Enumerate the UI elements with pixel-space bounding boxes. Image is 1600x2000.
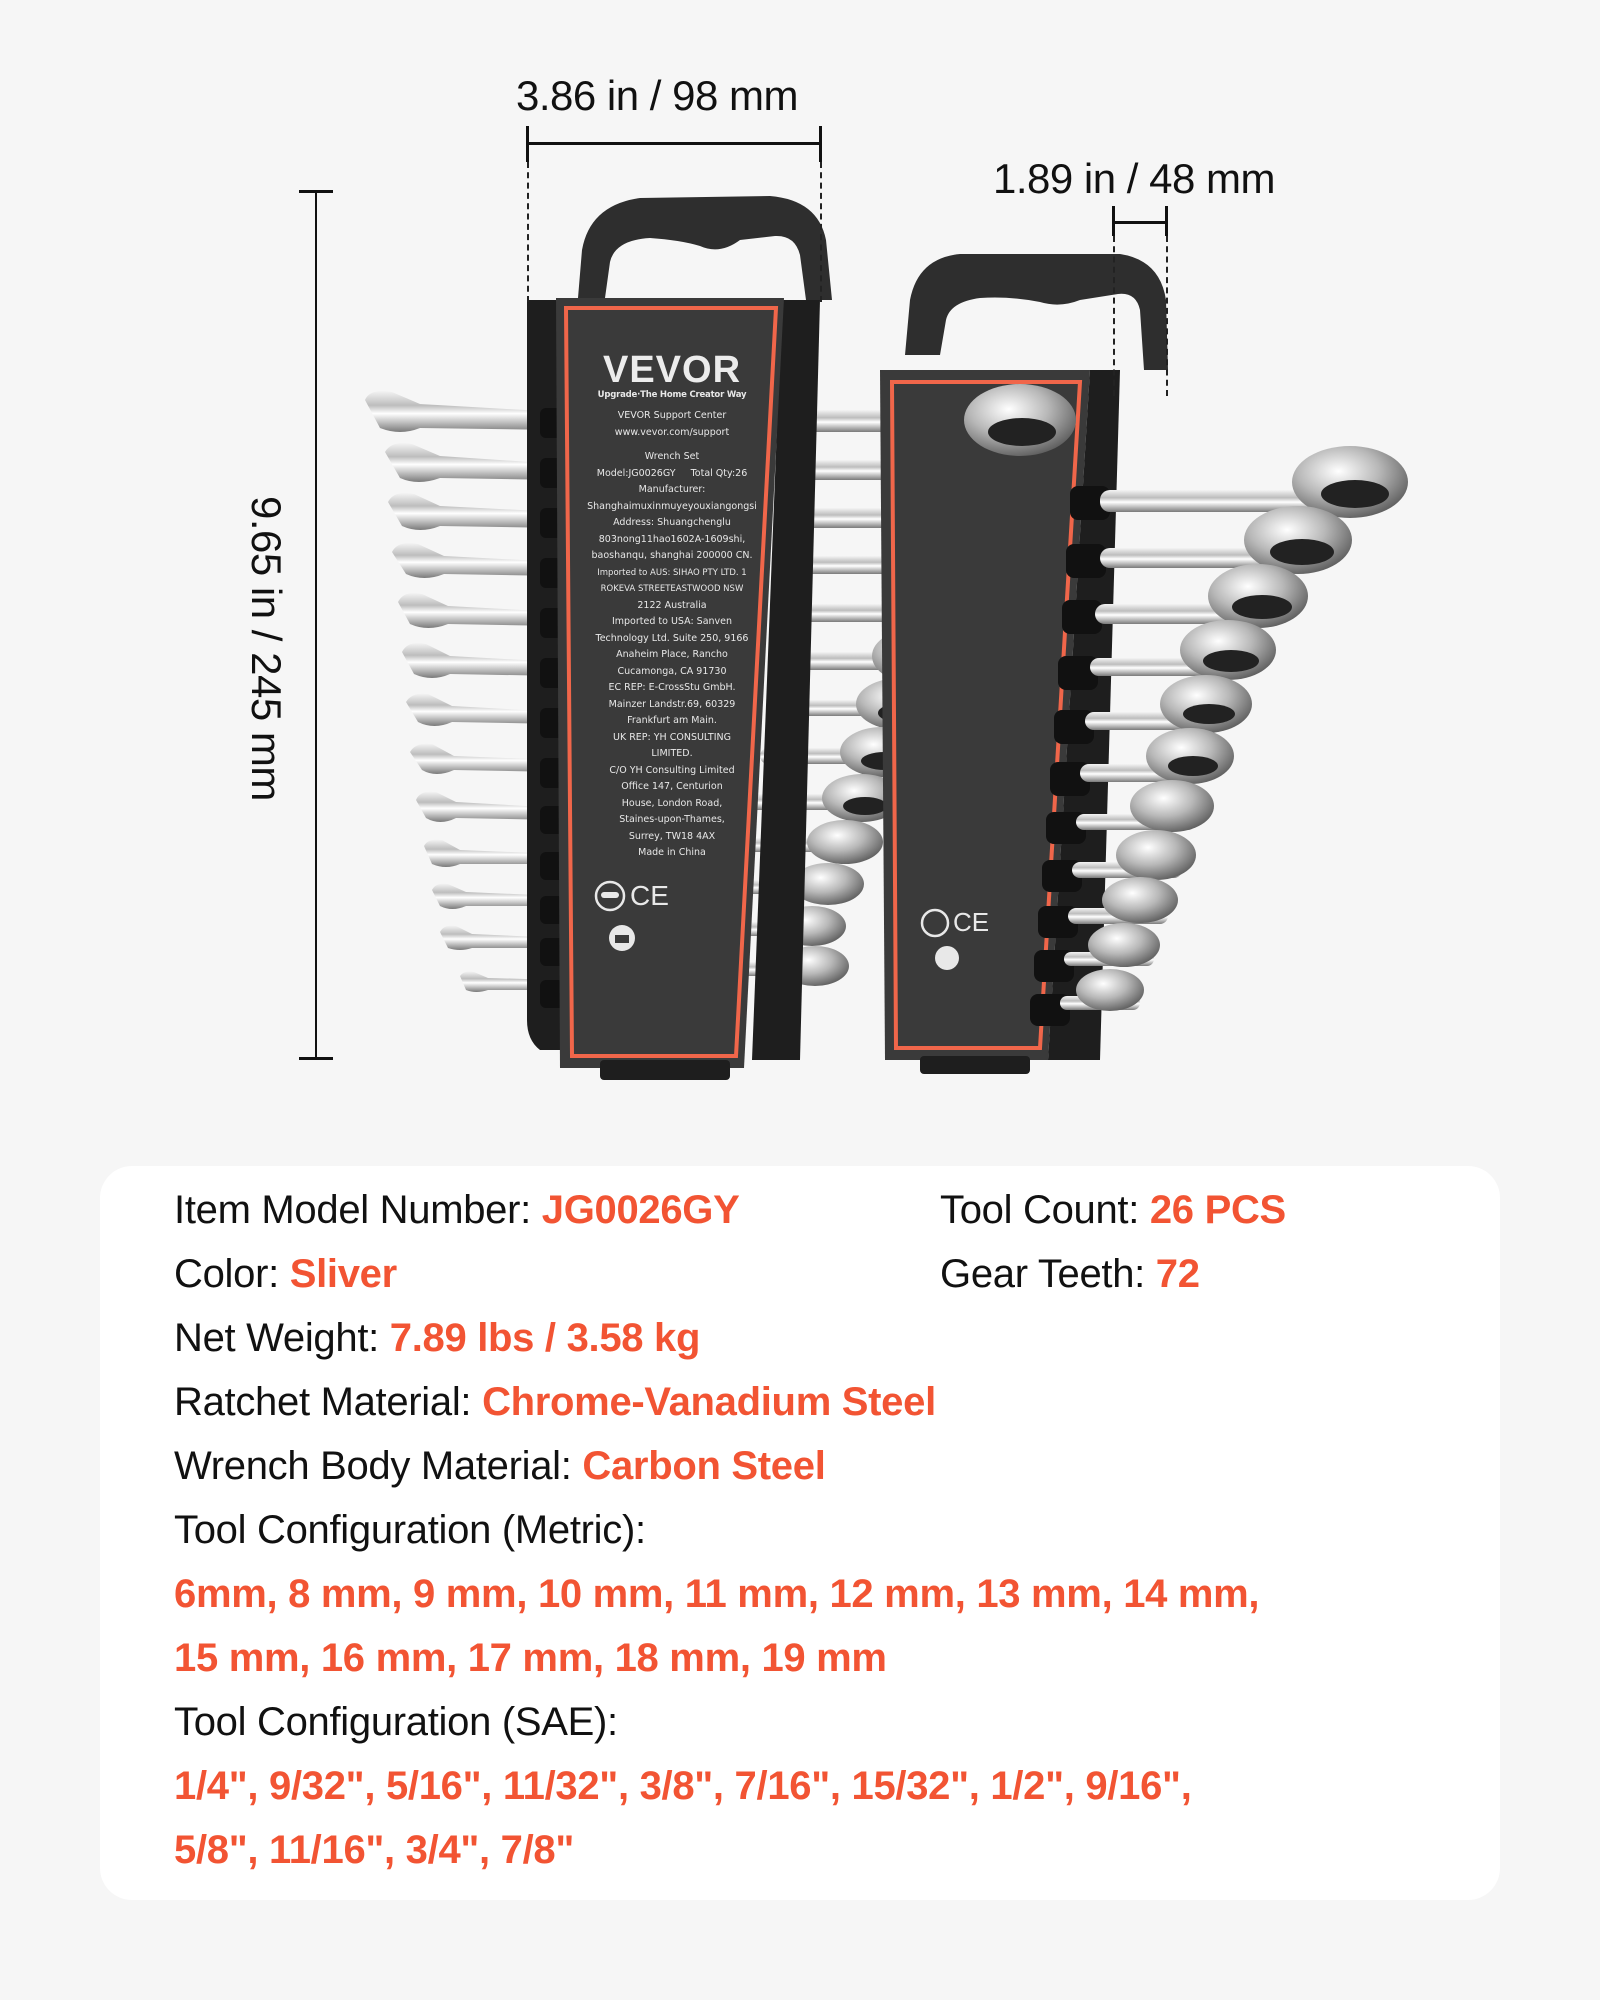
dimension-bar (1113, 221, 1167, 224)
label-line: Frankfurt am Main. (627, 715, 717, 726)
support-url: www.vevor.com/support (614, 426, 730, 438)
label-line: Imported to AUS: SIHAO PTY LTD. 1 (597, 567, 747, 578)
spec-body-material (174, 1442, 826, 1490)
spec-ratchet-material (174, 1378, 936, 1426)
spec-label: Tool Count: (940, 1188, 1150, 1232)
support-center: VEVOR Support Center (617, 410, 727, 421)
dimension-guide (820, 162, 822, 302)
dimension-tick (819, 126, 822, 162)
label-line: Shanghaimuxinmuyeyouxiangongsi (587, 500, 757, 512)
spec-model (174, 1186, 740, 1234)
label-line: Manufacturer: (638, 484, 706, 495)
dimension-tick (1112, 206, 1115, 236)
spec-value: 26 PCS (1149, 1188, 1286, 1232)
model-line: Model:JG0026GY Total Qty:26 (596, 467, 748, 479)
read-manual-icon (609, 925, 635, 951)
right-holder-body (880, 370, 1120, 1074)
spec-label: Net Weight: (174, 1316, 390, 1360)
label-line: Cucamonga, CA 91730 (617, 665, 727, 677)
spec-label: Color: (174, 1252, 290, 1296)
label-line: Imported to USA: Sanven (611, 616, 733, 627)
label-line: Made in China (638, 847, 706, 858)
label-line: ROKEVA STREETEASTWOOD NSW (600, 584, 744, 594)
spec-label: Ratchet Material: (174, 1380, 483, 1424)
dimension-tick (1165, 206, 1168, 236)
spec-value: Sliver (289, 1252, 397, 1296)
label-line: House, London Road, (621, 797, 723, 809)
dimension-label: 1.89 in / 48 mm (993, 155, 1275, 202)
label-line: Surrey, TW18 4AX (628, 830, 716, 842)
spec-sae-label: Tool Configuration (SAE): (174, 1700, 618, 1744)
label-line: Office 147, Centurion (621, 781, 723, 792)
spec-value: 7.89 lbs / 3.58 kg (389, 1316, 701, 1360)
spec-value: Chrome-Vanadium Steel (482, 1380, 936, 1424)
spec-value: Carbon Steel (582, 1444, 826, 1488)
dimension-label: 3.86 in / 98 mm (516, 72, 798, 119)
label-line: 2122 Australia (637, 599, 707, 611)
label-line: Staines-upon-Thames, (619, 814, 725, 825)
spec-label: Item Model Number: (174, 1188, 542, 1232)
label-line: C/O YH Consulting Limited (609, 764, 735, 776)
label-line: LIMITED. (651, 748, 693, 759)
left-holder-handle (578, 196, 832, 300)
label-line: UK REP: YH CONSULTING (613, 731, 731, 743)
spec-metric-label: Tool Configuration (Metric): (174, 1508, 646, 1552)
spec-metric-sizes: 15 mm, 16 mm, 17 mm, 18 mm, 19 mm (174, 1636, 887, 1680)
dimension-bar (315, 191, 317, 1058)
label-line: Address: Shuangchenglu (613, 517, 731, 528)
spec-value: JG0026GY (541, 1188, 740, 1232)
label-line: baoshanqu, shanghai 200000 CN. (591, 550, 753, 561)
svg-text:CE: CE (953, 907, 990, 937)
label-line: Mainzer Landstr.69, 60329 (608, 698, 736, 710)
spec-sae-sizes: 1/4", 9/32", 5/16", 11/32", 3/8", 7/16", 15/32", 1/2", 9/16", (174, 1764, 1192, 1808)
spec-color (174, 1250, 397, 1298)
spec-net-weight (174, 1314, 700, 1362)
spec-label: Gear Teeth: (940, 1252, 1156, 1296)
dimension-guide (1166, 236, 1168, 396)
dimension-guide (527, 162, 529, 302)
ce-mark-icon: CE (630, 880, 669, 911)
spec-card (100, 1166, 1500, 1900)
spec-tool-count (940, 1186, 1286, 1234)
dimension-bar (527, 142, 821, 145)
dimension-tick (299, 1057, 333, 1060)
label-line: EC REP: E-CrossStu GmbH. (608, 682, 736, 693)
product-name: Wrench Set (644, 451, 700, 462)
label-line: Technology Ltd. Suite 250, 9166 (595, 632, 749, 644)
spec-value: 72 (1155, 1252, 1200, 1296)
spec-label: Wrench Body Material: (174, 1444, 583, 1488)
brand-slogan: Upgrade·The Home Creator Way (597, 390, 747, 400)
spec-gear-teeth (940, 1250, 1200, 1298)
label-line: 803nong11hao1602A-1609shi, (598, 533, 746, 545)
dimension-label: 9.65 in / 245 mm (243, 496, 290, 801)
vevor-logo: VEVOR (602, 349, 742, 391)
dimension-tick (526, 126, 529, 162)
label-line: Anaheim Place, Rancho (616, 649, 728, 660)
product-label (572, 350, 772, 862)
spec-sae-sizes: 5/8", 11/16", 3/4", 7/8" (174, 1828, 575, 1872)
dimension-guide (1113, 236, 1115, 396)
spec-metric-sizes: 6mm, 8 mm, 9 mm, 10 mm, 11 mm, 12 mm, 13 mm, 14 mm, (174, 1572, 1260, 1616)
right-holder-handle (905, 254, 1168, 370)
